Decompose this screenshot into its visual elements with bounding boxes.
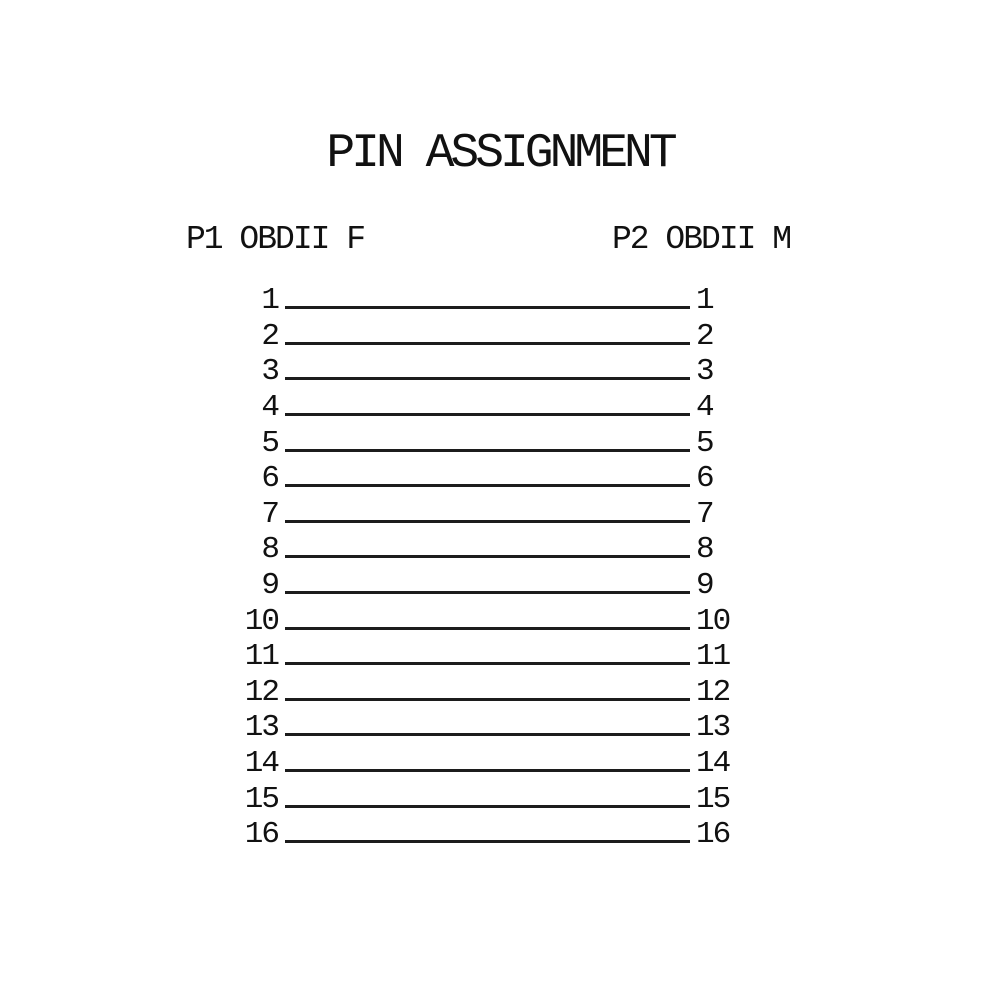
pin-row [230, 746, 740, 782]
connection-line [285, 805, 690, 808]
pin-row [230, 390, 740, 426]
pin-row [230, 425, 740, 461]
connection-line [285, 377, 690, 380]
pin-right-number: 10 [696, 603, 730, 639]
pin-left-number: 12 [244, 674, 278, 710]
connection-line [285, 662, 690, 665]
pin-row [230, 781, 740, 817]
pin-row [230, 568, 740, 604]
pin-left-number: 2 [261, 318, 278, 354]
pin-left-number: 8 [261, 532, 278, 568]
pin-row [230, 461, 740, 497]
pin-right-number: 4 [696, 390, 713, 426]
connector-right-label: P2 OBDII M [612, 221, 791, 258]
pin-right-number: 14 [696, 746, 730, 782]
pin-left-number: 10 [244, 603, 278, 639]
pin-left-number: 4 [261, 390, 278, 426]
pin-right-number: 13 [696, 710, 730, 746]
pin-left-number: 16 [244, 817, 278, 853]
connection-line [285, 484, 690, 487]
pin-row [230, 532, 740, 568]
connection-line [285, 698, 690, 701]
connector-left-label: P1 OBDII F [186, 221, 365, 258]
pin-left-number: 9 [261, 568, 278, 604]
pin-row [230, 283, 740, 319]
pin-left-number: 6 [261, 461, 278, 497]
pin-right-number: 16 [696, 817, 730, 853]
connection-line [285, 591, 690, 594]
pin-row [230, 639, 740, 675]
pin-right-number: 2 [696, 318, 713, 354]
pin-left-number: 13 [244, 710, 278, 746]
pin-left-number: 1 [261, 283, 278, 319]
pin-row [230, 817, 740, 853]
pin-right-number: 3 [696, 354, 713, 390]
diagram-title: PIN ASSIGNMENT [326, 127, 674, 181]
pin-row [230, 497, 740, 533]
connection-line [285, 449, 690, 452]
pin-left-number: 3 [261, 354, 278, 390]
connection-line [285, 306, 690, 309]
pin-right-number: 1 [696, 283, 713, 319]
connection-line [285, 769, 690, 772]
connection-line [285, 520, 690, 523]
pin-right-number: 6 [696, 461, 713, 497]
pin-left-number: 14 [244, 746, 278, 782]
pin-right-number: 12 [696, 674, 730, 710]
connection-line [285, 733, 690, 736]
connection-line [285, 627, 690, 630]
pin-right-number: 11 [696, 639, 730, 675]
pin-row [230, 319, 740, 355]
pin-right-number: 8 [696, 532, 713, 568]
pin-row [230, 354, 740, 390]
pin-row [230, 710, 740, 746]
pin-right-number: 7 [696, 496, 713, 532]
pin-right-number: 15 [696, 781, 730, 817]
pin-right-number: 5 [696, 425, 713, 461]
connection-line [285, 413, 690, 416]
pin-left-number: 11 [244, 639, 278, 675]
pin-left-number: 7 [261, 496, 278, 532]
connection-line [285, 555, 690, 558]
pin-row [230, 603, 740, 639]
pin-row [230, 675, 740, 711]
pin-left-number: 15 [244, 781, 278, 817]
pin-right-number: 9 [696, 568, 713, 604]
connection-line [285, 840, 690, 843]
pin-left-number: 5 [261, 425, 278, 461]
connection-line [285, 342, 690, 345]
pin-rows [230, 283, 740, 853]
